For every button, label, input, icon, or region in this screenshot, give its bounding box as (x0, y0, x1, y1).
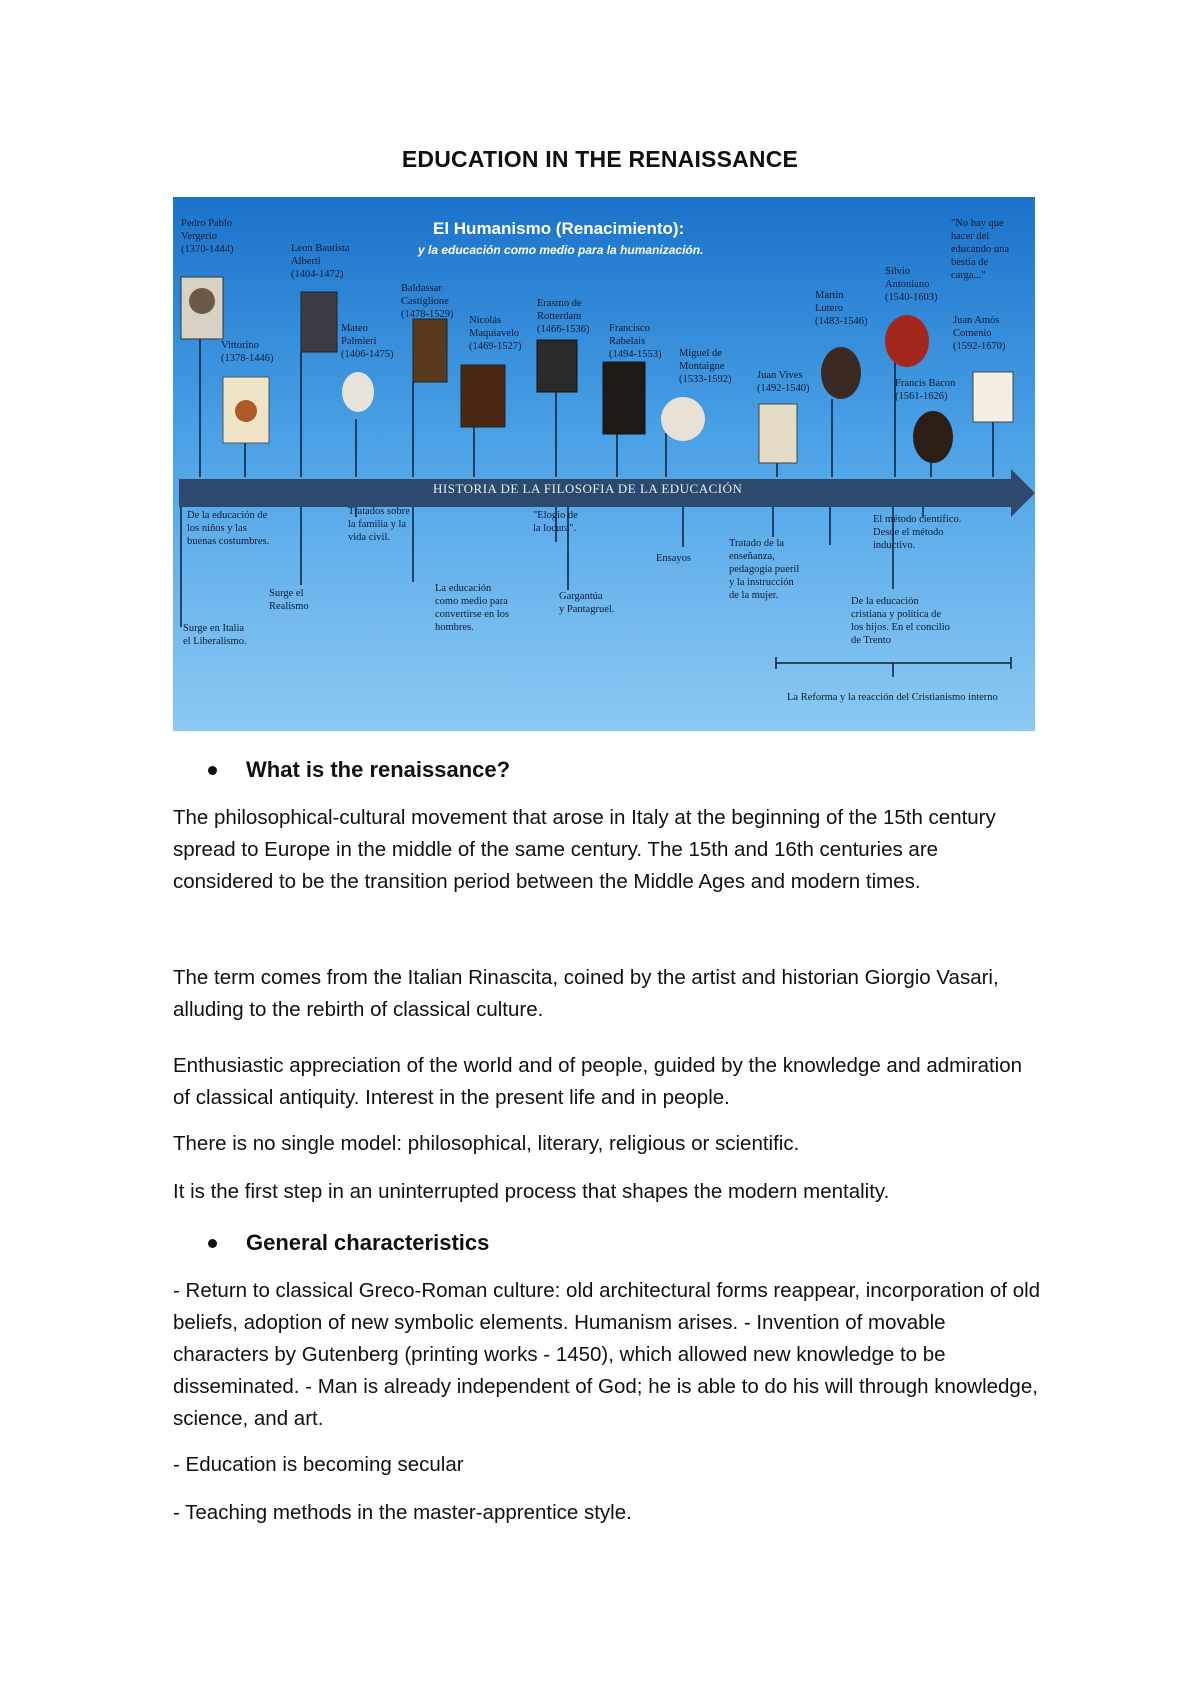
note-label: La Reforma y la reacción del Cristianismo interno (787, 692, 998, 703)
paragraph: The term comes from the Italian Rinascita, coined by the artist and historian Giorgio Vasari, alluding to the rebirth of classical culture. (173, 966, 999, 1021)
person-label: Juan Amós Comenio (1592-1670) (953, 315, 1006, 352)
person-label: Silvio Antoniano (1540-1603) (885, 266, 938, 303)
bullet-icon (208, 766, 217, 775)
timeline-bar-label: HISTORIA DE LA FILOSOFIA DE LA EDUCACIÓN (433, 481, 743, 496)
note-label: Ensayos (656, 553, 691, 564)
note-label: Surge el Realismo (269, 588, 309, 612)
note-label: Gargantúa y Pantagruel. (559, 591, 615, 615)
paragraph: - Teaching methods in the master-apprentice style. (173, 1501, 632, 1524)
note-label: El método científico. Desde el método inductivo. (873, 514, 962, 551)
person-label: Pedro Pablo Vergerio (1370-1444) (181, 218, 234, 255)
paragraph: The philosophical-cultural movement that arose in Italy at the beginning of the 15th century spread to Europe in the middle of the same century. The 15th and 16th centuries are considered to be the transition period between the Middle Ages and modern times. (173, 806, 996, 893)
person-label: Vittorino (1378-1446) (221, 340, 274, 364)
note-label: De la educación de los niños y las buenas costumbres. (187, 510, 270, 547)
paragraph: There is no single model: philosophical, literary, religious or scientific. (173, 1132, 800, 1155)
note-label: De la educación cristiana y política de los hijos. En el concilio de Trento (851, 596, 950, 646)
humanism-timeline-infographic (173, 197, 1035, 731)
note-label: Tratado de la enseñanza, pedagogía pueril y la instrucción de la mujer. (729, 538, 800, 601)
paragraph: It is the first step in an uninterrupted process that shapes the modern mentality. (173, 1180, 890, 1203)
person-label: Martín Lutero (1483-1546) (815, 290, 868, 327)
paragraph: - Return to classical Greco-Roman culture: old architectural forms reappear, incorporation of old beliefs, adoption of new symbolic elements. Humanism arises. - Invention of movable characters by Gutenberg (printing works - 1450), which allowed new knowledge to be disseminated. - Man is already independent of God; he is able to do his will through knowledge, science, and art. (173, 1279, 1041, 1430)
heading-text: General characteristics (246, 1230, 490, 1255)
document-title: EDUCATION IN THE RENAISSANCE (401, 146, 799, 172)
note-label: La educación como medio para convertirse en los hombres. (435, 583, 510, 633)
person-label: Miguel de Montaigne (1533-1592) (679, 348, 732, 385)
person-label: Francisco Rabelais (1494-1553) (609, 323, 662, 360)
person-label: Mateo Palmieri (1406-1475) (341, 323, 394, 360)
person-label: Francis Bacon (1561-1626) (895, 378, 956, 402)
person-label: Nicolás Maquiavelo (1469-1527) (469, 315, 522, 352)
paragraph: Enthusiastic appreciation of the world and of people, guided by the knowledge and admiration of classical antiquity. Interest in the present life and in people. (173, 1054, 1023, 1109)
note-label: Surge en Italia el Liberalismo. (183, 623, 247, 647)
person-label: "No hay que hacer del educando una bestia de carga..." (951, 218, 1010, 281)
infographic-title: El Humanismo (Renacimiento): (433, 219, 685, 238)
note-label: Tratados sobre la familia y la vida civil. (348, 506, 410, 543)
person-label: Baldassar Castiglione (1478-1529) (401, 283, 454, 320)
person-label: Leon Bautista Alberti (1404-1472) (291, 243, 350, 280)
bullet-icon (208, 1239, 217, 1248)
person-label: Erasmo de Rotterdam (1466-1536) (537, 298, 590, 335)
person-label: Juan Vives (1492-1540) (757, 370, 810, 394)
note-label: "Elogio de la locura". (533, 510, 578, 534)
paragraph: - Education is becoming secular (173, 1453, 464, 1476)
infographic-subtitle: y la educación como medio para la humanización. (418, 243, 704, 257)
heading-text: What is the renaissance? (246, 757, 511, 782)
